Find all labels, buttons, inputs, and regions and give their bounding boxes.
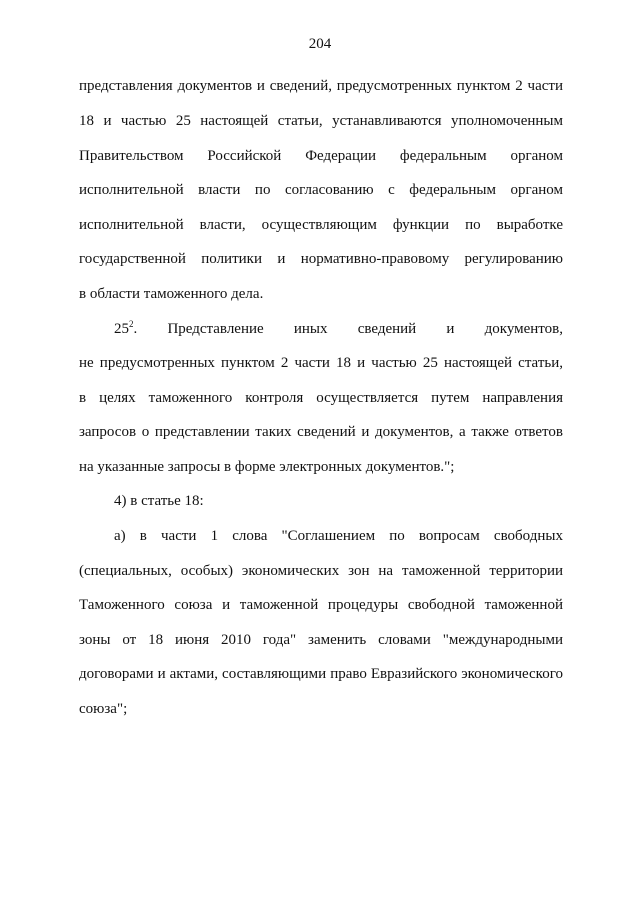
paragraph-line: союза";: [79, 701, 128, 717]
paragraph-line: (специальных, особых) экономических зон на таможенной территории: [79, 563, 563, 579]
paragraph-line: не предусмотренных пунктом 2 части 18 и частью 25 настоящей статьи,: [79, 355, 563, 371]
paragraph-line: представления документов и сведений, предусмотренных пунктом 2 части: [79, 78, 563, 94]
paragraph-line: государственной политики и нормативно-правовому регулированию: [79, 251, 563, 267]
paragraph-line: в целях таможенного контроля осуществляется путем направления: [79, 390, 563, 406]
paragraph-line: исполнительной власти, осуществляющим функции по выработке: [79, 217, 563, 233]
paragraph-first-line: [114, 320, 563, 338]
first-line-text: . Представление иных сведений и документов,: [133, 321, 563, 337]
item-number: $25^2$: [114, 319, 134, 337]
paragraph-line: исполнительной власти по согласованию с федеральным органом: [79, 182, 563, 198]
paragraph-line: в области таможенного дела.: [79, 286, 264, 302]
paragraph-line: договорами и актами, составляющими право Евразийского экономического: [79, 666, 563, 682]
paragraph-line: 18 и частью 25 настоящей статьи, устанавливаются уполномоченным: [79, 113, 563, 129]
page-number: 204: [308, 36, 332, 52]
paragraph-line: запросов о представлении таких сведений и документов, а также ответов: [79, 424, 563, 440]
superscript: 2: [129, 319, 134, 329]
paragraph-line: на указанные запросы в форме электронных документов.";: [79, 459, 455, 475]
paragraph-line: 4) в статье 18:: [114, 493, 204, 509]
paragraph-line: зоны от 18 июня 2010 года" заменить словами "международными: [79, 632, 563, 648]
paragraph-line: Таможенного союза и таможенной процедуры свободной таможенной: [79, 597, 563, 613]
paragraph-line: Правительством Российской Федерации федеральным органом: [79, 148, 563, 164]
paragraph-line: а) в части 1 слова "Соглашением по вопросам свободных: [114, 528, 563, 544]
